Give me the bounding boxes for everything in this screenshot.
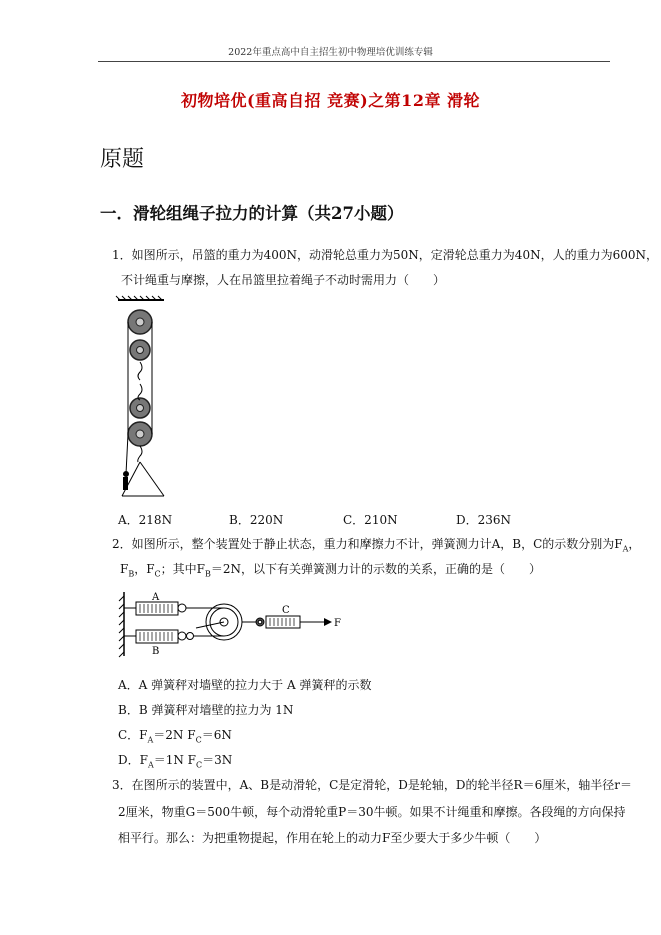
q1-option-d: D．236N [456,513,512,527]
q2-figure-label-a: A [152,592,160,603]
q1-line2: 不计绳重与摩擦，人在吊篮里拉着绳子不动时需用力（ ） [121,273,446,287]
section-title: 一．滑轮组绳子拉力的计算（共27小题） [100,204,404,223]
q1-option-a: A．218N [118,513,173,527]
q2-figure-label-c: C [282,605,290,616]
q3-line2: 2厘米，物重G＝500牛顿，每个动滑轮重P＝30牛顿。如果不计绳重和摩擦。各段绳的方向保持 [118,805,626,819]
q1-pulley-figure [114,296,184,498]
q2-option-b: B．B 弹簧秤对墙壁的拉力为 1N [118,703,294,717]
q1-option-b: B．220N [229,513,284,527]
q1-option-c: C．210N [343,513,398,527]
running-header: 2022年重点高中自主招生初中物理培优训练专辑 [228,47,433,58]
q3-line1: 3．在图所示的装置中，A、B是动滑轮，C是定滑轮，D是轮轴，D的轮半径R＝6厘米，轴半径r＝ [112,778,632,792]
header-divider [98,61,610,62]
q2-option-a: A．A 弹簧秤对墙壁的拉力大于 A 弹簧秤的示数 [118,678,372,692]
document-title: 初物培优(重高自招 竞赛)之第12章 滑轮 [180,91,481,110]
q2-line2: $F_B$，$F_C$；其中$F_B=2N$，以下有关弹簧测力计的示数的关系，正确的是（ ） [120,562,542,579]
q2-option-c: C．$F_A=2N$ $F_C=6N$ [118,728,232,745]
q2-spring-figure [118,590,354,658]
q2-option-d: D．$F_A=1N$ $F_C=3N$ [118,753,233,770]
q2-figure-label-b: B [152,646,160,657]
q3-line3: 相平行。那么：为把重物提起，作用在轮上的动力F至少要大于多少牛顿（ ） [118,831,547,845]
heading-original: 原题 [100,147,145,172]
q1-line1: 1．如图所示，吊篮的重力为400N，动滑轮总重力为50N，定滑轮总重力为40N，人的重力为600N， [112,248,658,262]
q2-line1: 2．如图所示，整个装置处于静止状态，重力和摩擦力不计，弹簧测力计A，B，C的示数分别为$F_A$， [112,537,641,554]
q2-figure-label-f: F [334,618,341,629]
